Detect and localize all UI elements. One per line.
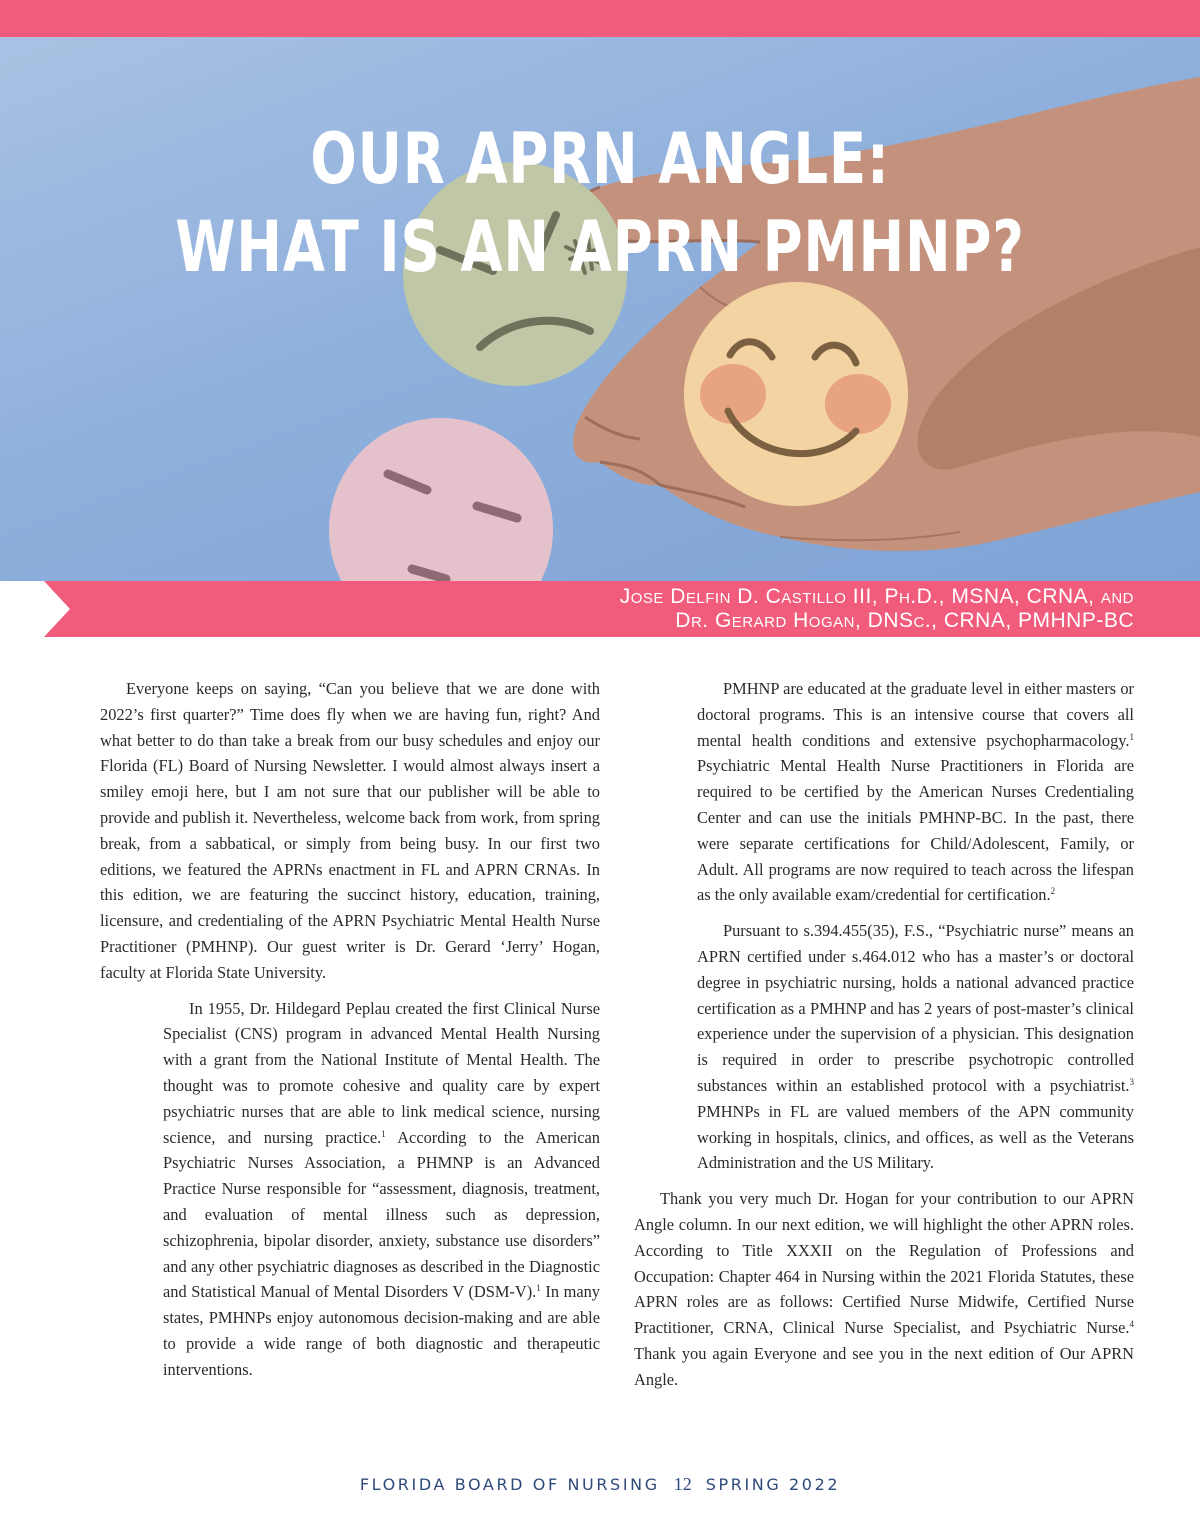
arrow-chevron-icon: [0, 581, 80, 637]
footnote-ref: 1: [1129, 731, 1134, 742]
apna-definition-text: According to the American Psychiatric Nurses Association, a PHMNP is an Advanced Practice Nurse responsible for “assessment, diagnosis, treatment, and evaluation of mental illness such as depression, schizophrenia, bipolar disorder, anxiety, substance use disorders” and any other psychiatric diagnoses as described in the Diagnostic and Statistical Manual of Mental Disorders V (DSM-V).: [163, 1127, 601, 1302]
footnote-ref: 2: [1050, 886, 1056, 897]
byline: [620, 585, 1134, 633]
footer-publication: FLORIDA BOARD OF NURSING: [359, 1475, 660, 1494]
headline-line-2: WHAT IS AN APRN PMHNP?: [175, 206, 1025, 288]
page-footer: [0, 1474, 1200, 1495]
statute-text: Pursuant to s.394.455(35), F.S., “Psychiatric nurse” means an APRN certified under s.464.012 who has a master’s or doctoral degree in psychiatric nursing, holds a national advanced practice certification as a PMHNP and has 2 years of post-master’s clinical experience under the supervision of a physician. This designation is required in order to prescribe psychotropic controlled substances within an established protocol with a psychiatrist.: [697, 921, 1134, 1095]
footnote-ref: 1: [381, 1128, 386, 1139]
top-accent-bar: [0, 0, 1200, 37]
smiling-face-icon: [684, 282, 908, 506]
guest-paragraph-education: [697, 676, 1134, 908]
farewell-text: Thank you again Everyone and see you in the next edition of Our APRN Angle.: [634, 1343, 1134, 1389]
intro-text: Everyone keeps on saying, “Can you believe that we are done with 2022’s first quarter?” Time does fly when we are having fun, right? And what better to do than take a break from our busy schedules and enjoy our Florida (FL) Board of Nursing Newsletter. I would almost always insert a smiley emoji here, but I am not sure that our publisher will be able to provide and publish it. Nevertheless, welcome back from work, from spring break, from a sabbatical, or simply from being busy. In our first two editions, we featured the APRNs enactment in FL and APRN CRNAs. In this edition, we are featuring the succinct history, education, training, licensure, and credentialing of the APRN Psychiatric Mental Health Nurse Practitioner (PMHNP). Our guest writer is Dr. Gerard ‘Jerry’ Hogan, faculty at Florida State University.: [100, 679, 600, 982]
footer-edition: SPRING 2022: [705, 1475, 841, 1494]
article-column-right: [634, 676, 1134, 1393]
guest-paragraph-history: [163, 996, 600, 1383]
education-text: PMHNP are educated at the graduate level in either masters or doctoral programs. This is an intensive course that covers all mental health conditions and extensive psychopharmacology.: [697, 679, 1134, 750]
neutral-face-icon: [329, 418, 553, 581]
hero-image: [0, 37, 1200, 581]
intro-paragraph: [100, 676, 600, 986]
byline-band: [0, 581, 1200, 637]
certification-text: Psychiatric Mental Health Nurse Practitioners in Florida are required to be certified by the American Nurses Credentialing Center and can use the initials PMHNP-BC. In the past, there were separate certifications for Child/Adolescent, Family, or Adult. All programs are now required to teach across the lifespan as the only available exam/credential for certification.: [697, 756, 1134, 905]
byline-line-2: Dr. Gerard Hogan, DNSc., CRNA, PMHNP-BC: [675, 609, 1134, 632]
guest-paragraph-statute: [697, 918, 1134, 1176]
article-column-left: [100, 676, 600, 1383]
page-number: 12: [673, 1474, 692, 1494]
byline-line-1: Jose Delfin D. Castillo III, Ph.D., MSNA, CRNA, and: [619, 585, 1134, 608]
footnote-ref: 3: [1129, 1076, 1134, 1087]
community-text: PMHNPs in FL are valued members of the APN community working in hospitals, clinics, and offices, as well as the Veterans Administration and the US Military.: [697, 1101, 1134, 1173]
closing-paragraph: [634, 1186, 1134, 1392]
footnote-ref: 1: [536, 1283, 541, 1294]
footnote-ref: 4: [1129, 1319, 1134, 1330]
closing-text: Thank you very much Dr. Hogan for your contribution to our APRN Angle column. In our next edition, we will highlight the other APRN roles. According to Title XXXII on the Regulation of Professions and Occupation: Chapter 464 in Nursing within the 2021 Florida Statutes, these APRN roles are as follows: Certified Nurse Midwife, Certified Nurse Practitioner, CRNA, Clinical Nurse Specialist, and Psychiatric Nurse.: [634, 1189, 1134, 1338]
headline-line-1: OUR APRN ANGLE:: [310, 118, 890, 200]
headline: [132, 115, 1068, 291]
history-text: In 1955, Dr. Hildegard Peplau created the first Clinical Nurse Specialist (CNS) program in advanced Mental Health Nursing with a grant from the National Institute of Mental Health. The thought was to promote cohesive and quality care by expert psychiatric nurses that are able to link medical science, nursing science, and nursing practice.: [163, 998, 600, 1147]
autonomy-text: In many states, PMHNPs enjoy autonomous decision-making and are able to provide a wide range of both diagnostic and therapeutic interventions.: [163, 1282, 600, 1379]
